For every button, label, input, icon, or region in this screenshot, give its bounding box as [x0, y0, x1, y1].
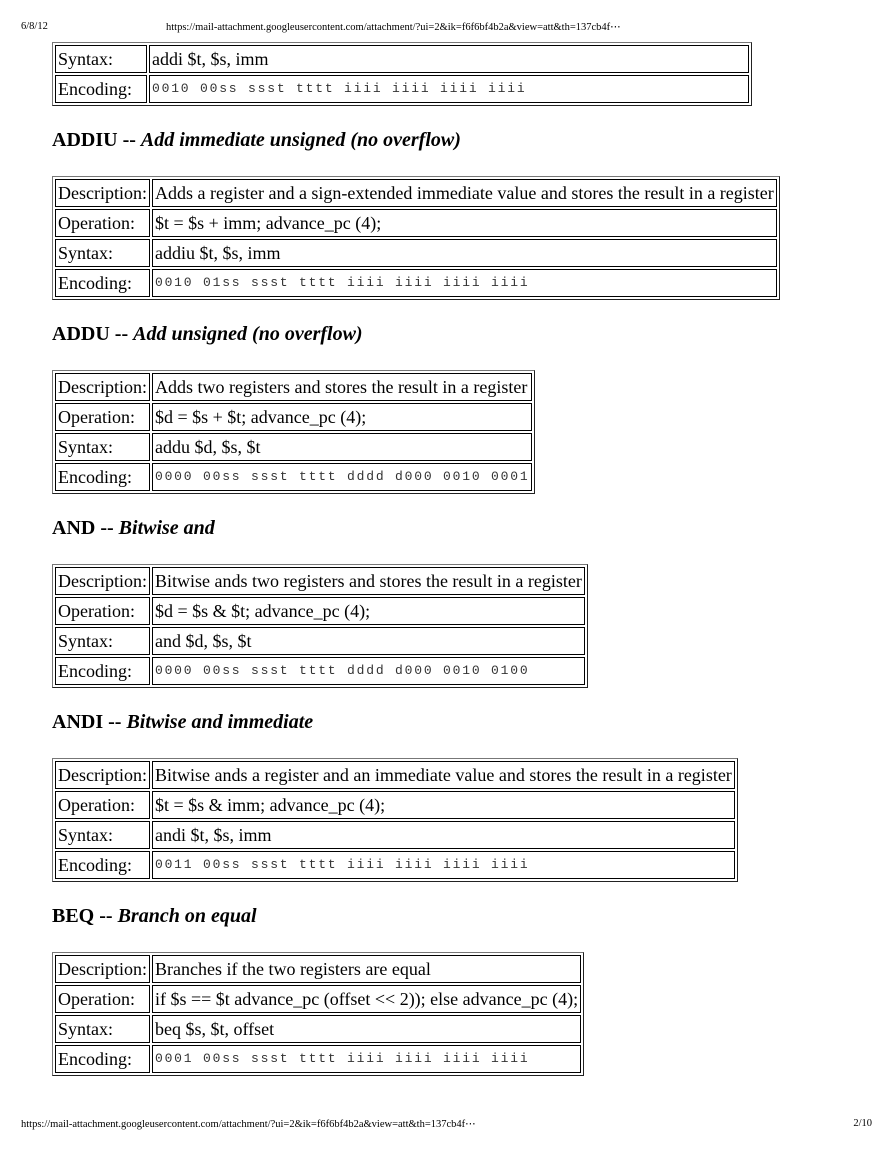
table-row [55, 851, 735, 879]
encoding-label: Encoding: [55, 1045, 150, 1073]
encoding-value: 0011 00ss ssst tttt iiii iiii iiii iiii [152, 851, 735, 879]
table-row [55, 75, 749, 103]
table-row [55, 45, 749, 73]
operation-value: $d = $s + $t; advance_pc (4); [152, 403, 532, 431]
syntax-value: addu $d, $s, $t [152, 433, 532, 461]
description-label: Description: [55, 955, 150, 983]
table-row [55, 209, 777, 237]
table-row [55, 1045, 581, 1073]
table-row [55, 433, 532, 461]
page-number: 2/10 [853, 1118, 872, 1129]
syntax-value: addiu $t, $s, imm [152, 239, 777, 267]
description-label: Description: [55, 567, 150, 595]
table-row [55, 179, 777, 207]
syntax-label: Syntax: [55, 433, 150, 461]
instruction-table-and [52, 564, 588, 688]
table-row [55, 463, 532, 491]
operation-value: $t = $s & imm; advance_pc (4); [152, 791, 735, 819]
encoding-label: Encoding: [55, 657, 150, 685]
syntax-value: addi $t, $s, imm [149, 45, 749, 73]
encoding-value: 0010 01ss ssst tttt iiii iiii iiii iiii [152, 269, 777, 297]
operation-value: $d = $s & $t; advance_pc (4); [152, 597, 585, 625]
syntax-label: Syntax: [55, 45, 147, 73]
table-row [55, 239, 777, 267]
table-row [55, 1015, 581, 1043]
encoding-value: 0000 00ss ssst tttt dddd d000 0010 0100 [152, 657, 585, 685]
table-row [55, 791, 735, 819]
table-row [55, 373, 532, 401]
description-value: Bitwise ands a register and an immediate value and stores the result in a register [152, 761, 735, 789]
table-row [55, 597, 585, 625]
encoding-value: 0000 00ss ssst tttt dddd d000 0010 0001 [152, 463, 532, 491]
instruction-table-addu [52, 370, 535, 494]
encoding-label: Encoding: [55, 463, 150, 491]
table-row [55, 627, 585, 655]
instruction-title-beq: BEQ -- Branch on equal [52, 905, 257, 927]
table-row [55, 955, 581, 983]
table-row [55, 269, 777, 297]
description-value: Adds two registers and stores the result in a register [152, 373, 532, 401]
operation-label: Operation: [55, 209, 150, 237]
table-row [55, 567, 585, 595]
instruction-table-andi [52, 758, 738, 882]
table-row [55, 657, 585, 685]
encoding-label: Encoding: [55, 851, 150, 879]
addi-table-partial [52, 42, 752, 106]
print-date: 6/8/12 [21, 21, 48, 32]
syntax-label: Syntax: [55, 627, 150, 655]
table-row [55, 761, 735, 789]
operation-value: $t = $s + imm; advance_pc (4); [152, 209, 777, 237]
description-value: Branches if the two registers are equal [152, 955, 581, 983]
instruction-title-andi: ANDI -- Bitwise and immediate [52, 711, 314, 733]
syntax-label: Syntax: [55, 1015, 150, 1043]
syntax-label: Syntax: [55, 239, 150, 267]
encoding-value: 0001 00ss ssst tttt iiii iiii iiii iiii [152, 1045, 581, 1073]
instruction-title-addiu: ADDIU -- Add immediate unsigned (no overflow) [52, 129, 461, 151]
instruction-table-beq [52, 952, 584, 1076]
description-value: Adds a register and a sign-extended immediate value and stores the result in a register [152, 179, 777, 207]
description-label: Description: [55, 761, 150, 789]
syntax-label: Syntax: [55, 821, 150, 849]
encoding-label: Encoding: [55, 269, 150, 297]
description-label: Description: [55, 373, 150, 401]
table-row [55, 985, 581, 1013]
operation-label: Operation: [55, 985, 150, 1013]
table-row [55, 403, 532, 431]
syntax-value: andi $t, $s, imm [152, 821, 735, 849]
instruction-title-addu: ADDU -- Add unsigned (no overflow) [52, 323, 363, 345]
description-value: Bitwise ands two registers and stores the result in a register [152, 567, 585, 595]
syntax-value: and $d, $s, $t [152, 627, 585, 655]
operation-value: if $s == $t advance_pc (offset << 2)); else advance_pc (4); [152, 985, 581, 1013]
operation-label: Operation: [55, 791, 150, 819]
operation-label: Operation: [55, 403, 150, 431]
description-label: Description: [55, 179, 150, 207]
table-row [55, 821, 735, 849]
print-header-url: https://mail-attachment.googleusercontent.com/attachment/?ui=2&ik=f6f6bf4b2a&view=att&th=137cb4f⋯ [166, 22, 621, 33]
syntax-value: beq $s, $t, offset [152, 1015, 581, 1043]
instruction-table-addiu [52, 176, 780, 300]
print-footer-url: https://mail-attachment.googleusercontent.com/attachment/?ui=2&ik=f6f6bf4b2a&view=att&th=137cb4f⋯ [21, 1119, 476, 1130]
instruction-title-and: AND -- Bitwise and [52, 517, 215, 539]
encoding-label: Encoding: [55, 75, 147, 103]
encoding-value: 0010 00ss ssst tttt iiii iiii iiii iiii [149, 75, 749, 103]
operation-label: Operation: [55, 597, 150, 625]
